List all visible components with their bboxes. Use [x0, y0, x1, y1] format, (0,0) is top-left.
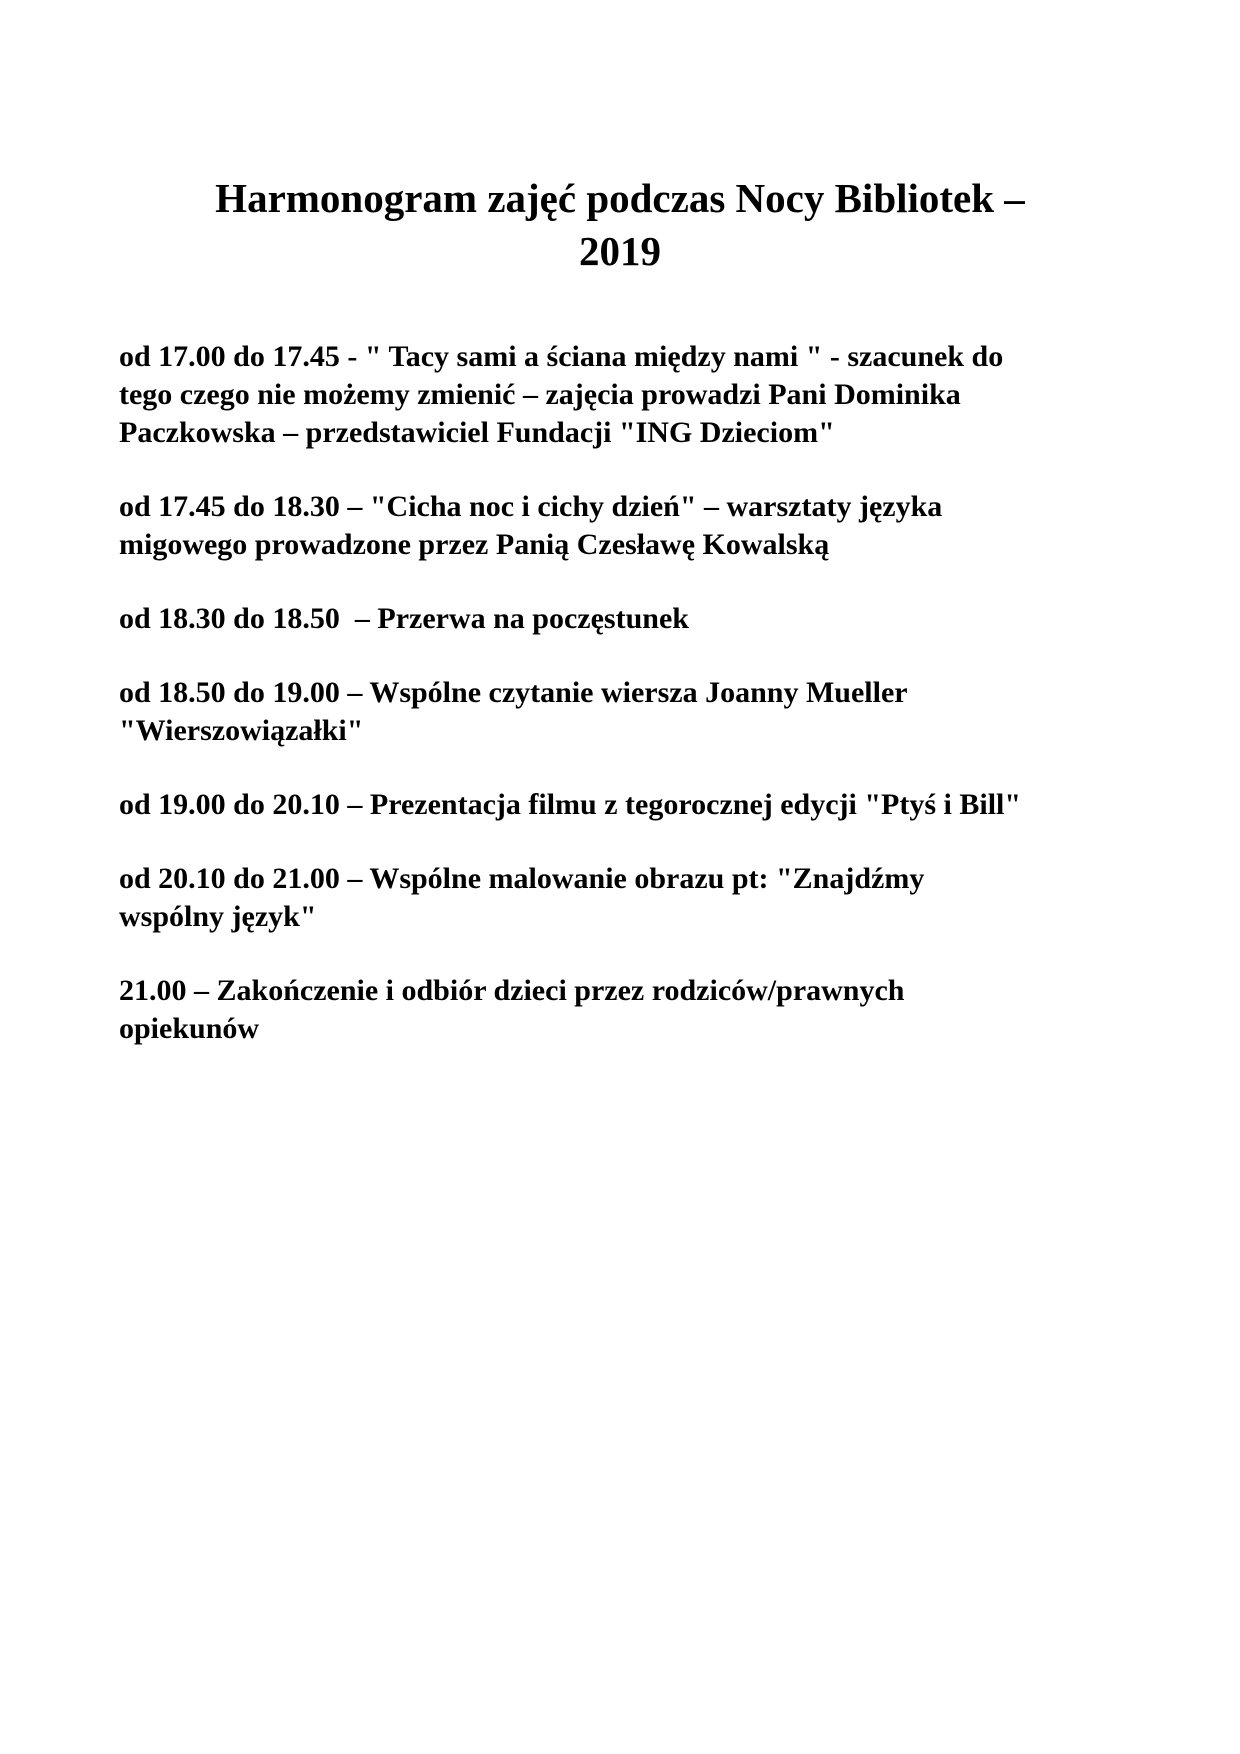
entry-line: "Wierszowiązałki" — [119, 714, 364, 747]
entry-line: 21.00 – Zakończenie i odbiór dzieci przez rodziców/prawnych — [119, 974, 905, 1007]
entry-line: wspólny język" — [119, 900, 317, 933]
page-title — [140, 172, 1100, 278]
schedule-list — [119, 338, 1139, 1084]
title-line: 2019 — [579, 228, 661, 274]
entry-line: opiekunów — [119, 1012, 260, 1045]
entry-line: migowego prowadzone przez Panią Czesławę Kowalską — [119, 528, 830, 561]
entry-line: od 18.50 do 19.00 – Wspólne czytanie wiersza Joanny Mueller — [119, 676, 908, 709]
title-line: Harmonogram zajęć podczas Nocy Bibliotek – — [215, 175, 1025, 221]
schedule-entry — [119, 338, 1139, 452]
entry-line: od 19.00 do 20.10 – Prezentacja filmu z tegorocznej edycji "Ptyś i Bill" — [119, 788, 1022, 821]
entry-line: od 20.10 do 21.00 – Wspólne malowanie obrazu pt: "Znajdźmy — [119, 862, 925, 895]
schedule-entry — [119, 972, 1139, 1048]
entry-line: tego czego nie możemy zmienić – zajęcia prowadzi Pani Dominika — [119, 378, 961, 411]
entry-line: Paczkowska – przedstawiciel Fundacji "ING Dzieciom" — [119, 416, 835, 449]
entry-line: od 17.00 do 17.45 - " Tacy sami a ściana między nami " - szacunek do — [119, 340, 1004, 373]
schedule-entry — [119, 674, 1139, 750]
schedule-entry — [119, 600, 1139, 638]
entry-line: od 18.30 do 18.50 – Przerwa na poczęstunek — [119, 602, 689, 635]
schedule-entry — [119, 860, 1139, 936]
schedule-entry — [119, 786, 1139, 824]
schedule-entry — [119, 488, 1139, 564]
entry-line: od 17.45 do 18.30 – "Cicha noc i cichy dzień" – warsztaty języka — [119, 490, 943, 523]
